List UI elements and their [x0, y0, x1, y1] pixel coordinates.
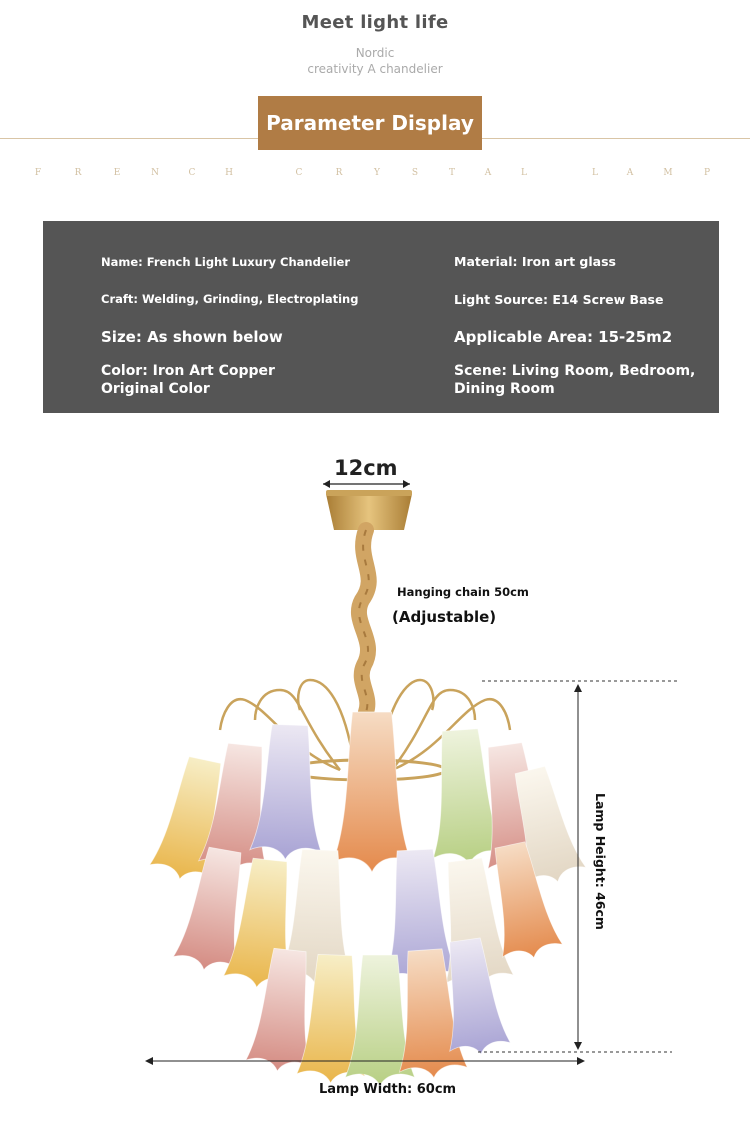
- banner-letter: E: [113, 168, 121, 178]
- page-title: Meet light life: [301, 12, 449, 33]
- chain-adjustable-label: (Adjustable): [392, 608, 497, 626]
- banner-letter: A: [626, 168, 634, 178]
- param-area: Applicable Area: 15-25m2: [454, 328, 673, 346]
- param-scene-line-1: Scene: Living Room, Bedroom,: [454, 363, 696, 379]
- subtitle-line-1: Nordic: [355, 46, 395, 60]
- banner-letter: C: [295, 168, 303, 178]
- spaced-letter-banner: [0, 168, 750, 182]
- banner-letter: P: [703, 168, 711, 178]
- param-light-source: Light Source: E14 Screw Base: [454, 292, 664, 307]
- banner-letter: T: [448, 168, 455, 178]
- banner-letter: M: [663, 168, 673, 178]
- param-size: Size: As shown below: [101, 328, 283, 346]
- param-material: Material: Iron art glass: [454, 254, 616, 269]
- banner-letter: C: [188, 168, 196, 178]
- chandelier-figure: [0, 420, 750, 1140]
- banner-letter: Y: [374, 168, 380, 178]
- canopy-width-label: 12cm: [334, 456, 398, 480]
- banner-letter: L: [592, 168, 598, 178]
- param-name: Name: French Light Luxury Chandelier: [101, 255, 350, 269]
- banner-letter: R: [335, 168, 343, 178]
- subtitle-line-2: creativity A chandelier: [307, 62, 443, 76]
- banner-letter: A: [484, 168, 492, 178]
- lamp-height-label: Lamp Height: 46cm: [593, 793, 608, 930]
- param-craft: Craft: Welding, Grinding, Electroplating: [101, 292, 359, 306]
- parameter-panel: [43, 221, 719, 413]
- param-color-line-1: Color: Iron Art Copper: [101, 363, 275, 379]
- banner-letter: R: [74, 168, 82, 178]
- banner-letter: H: [225, 168, 233, 178]
- lamp-width-label: Lamp Width: 60cm: [319, 1082, 457, 1097]
- banner-letter: F: [34, 168, 42, 178]
- banner-letter: N: [151, 168, 159, 178]
- param-color-line-2: Original Color: [101, 381, 210, 397]
- chandelier-illustration: [0, 420, 750, 1140]
- param-scene-line-2: Dining Room: [454, 381, 555, 397]
- banner-letter: S: [411, 168, 419, 178]
- chain-length-label: Hanging chain 50cm: [397, 585, 529, 599]
- parameter-display-badge: Parameter Display: [258, 96, 482, 150]
- banner-letter: L: [521, 168, 527, 178]
